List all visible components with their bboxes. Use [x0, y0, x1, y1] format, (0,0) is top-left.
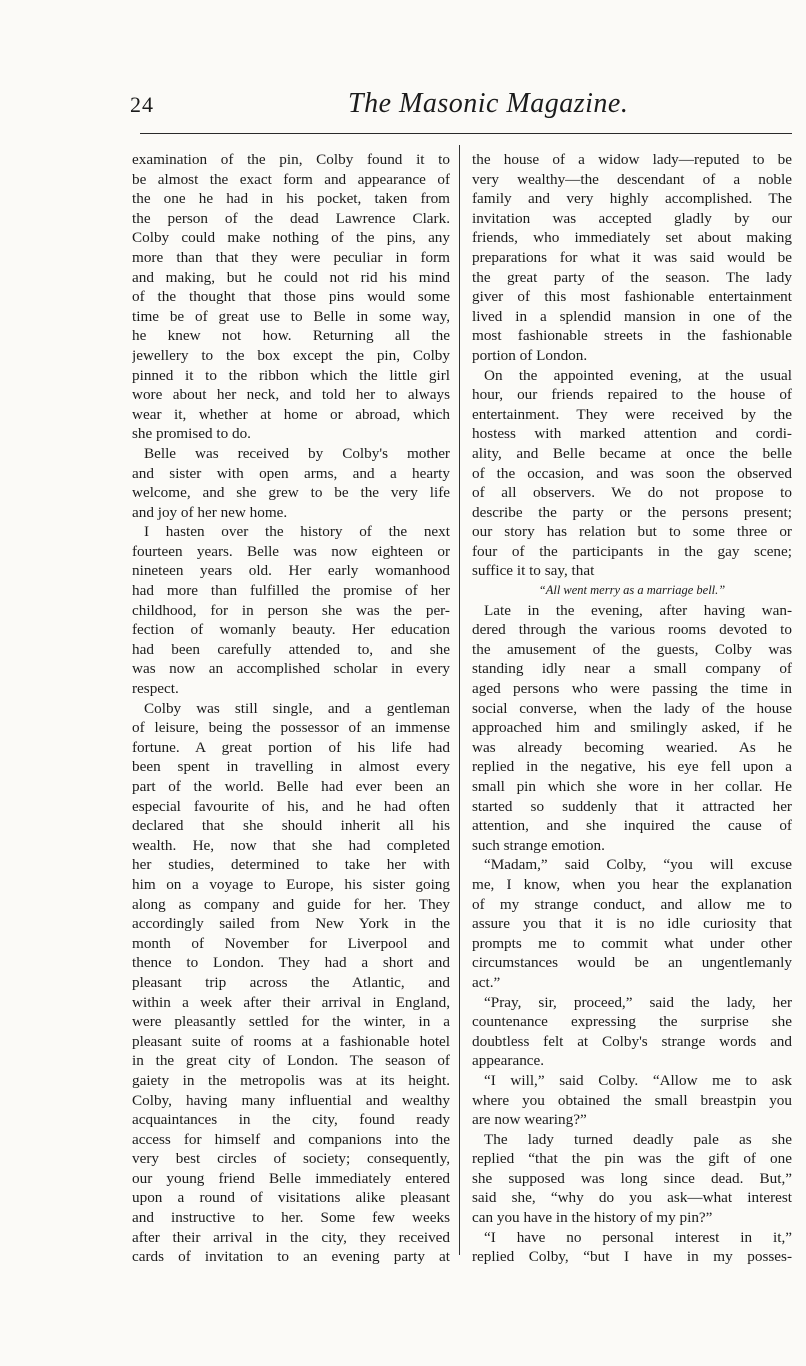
text-line: invitation was accepted gladly by our	[472, 209, 792, 227]
text-line: and making, but he could not rid his mind	[132, 268, 450, 286]
text-line: she promised to do.	[132, 425, 251, 443]
text-line: cards of invitation to an evening party at	[132, 1248, 450, 1266]
text-line: and instructive to her. Some few weeks	[132, 1209, 450, 1227]
text-line: be almost the exact form and appearance of	[132, 170, 450, 188]
text-line: been spent in travelling in almost every	[132, 758, 450, 776]
text-line: very best circles of society; consequently,	[132, 1150, 450, 1168]
page-number: 24	[130, 92, 154, 117]
text-line: within a week after their arrival in England,	[132, 993, 450, 1011]
text-line: can you have in the history of my pin?”	[472, 1209, 713, 1227]
text-line: replied in the negative, his eye fell upon a	[472, 758, 792, 776]
text-line: prompts me to commit what under other	[472, 934, 792, 952]
text-line: jewellery to the box except the pin, Colby	[132, 346, 450, 364]
text-line: “Madam,” said Colby, “you will excuse	[484, 856, 792, 874]
text-line: gaiety in the metropolis was at its height.	[132, 1071, 450, 1089]
text-line: pinned it to the ribbon which the little girl	[132, 366, 450, 384]
text-line: hostess with marked attention and cordi-	[472, 425, 792, 443]
text-line: month of November for Liverpool and	[132, 934, 450, 952]
text-line: welcome, and she grew to be the very life	[132, 484, 450, 502]
text-line: and joy of her new home.	[132, 503, 288, 521]
left-column	[132, 150, 450, 1267]
text-line: said she, “why do you ask—what interest	[472, 1189, 792, 1207]
text-line: replied “that the pin was the gift of one	[472, 1150, 792, 1168]
text-line: examination of the pin, Colby found it to	[132, 151, 450, 168]
text-line: him on a voyage to Europe, his sister going	[132, 875, 450, 893]
text-line: was now an accomplished scholar in every	[132, 660, 450, 678]
text-line: childhood, for in person she was the per-	[132, 601, 450, 619]
text-line: of all observers. We do not propose to	[472, 484, 792, 502]
text-line: attention, and she inquired the cause of	[472, 817, 792, 835]
text-line: the person of the dead Lawrence Clark.	[132, 209, 450, 227]
text-line: suffice it to say, that	[472, 562, 595, 580]
text-line: Colby, having many influential and wealthy	[132, 1091, 450, 1109]
text-line: the great party of the season. The lady	[472, 268, 792, 286]
text-line: portion of London.	[472, 346, 588, 364]
text-line: friends, who immediately set about making	[472, 229, 792, 247]
text-line: Colby was still single, and a gentleman	[144, 699, 450, 717]
text-line: the house of a widow lady—reputed to be	[472, 151, 792, 168]
text-line: time be of great use to Belle in some way,	[132, 307, 450, 325]
page-header	[130, 90, 790, 130]
text-line: had been carefully attended to, and she	[132, 640, 450, 658]
text-line: “Pray, sir, proceed,” said the lady, her	[484, 993, 792, 1011]
text-line: where you obtained the small breastpin you	[472, 1091, 792, 1109]
text-line: part of the world. Belle had ever been an	[132, 778, 450, 795]
quotation-line: “All went merry as a marriage bell.”	[538, 583, 726, 598]
text-line: describe the party or the persons present;	[472, 503, 792, 521]
text-line: of my strange conduct, and allow me to	[472, 895, 792, 913]
text-line: our story has relation but to some three or	[472, 523, 792, 541]
text-line: upon a round of visitations alike pleasant	[132, 1189, 450, 1207]
text-line: preparations for what it was said would be	[472, 248, 792, 266]
text-line: family and very highly accomplished. The	[472, 190, 792, 208]
text-line: On the appointed evening, at the usual	[484, 366, 792, 384]
text-line: of leisure, being the possessor of an immense	[132, 719, 450, 737]
text-line: fortune. A great portion of his life had	[132, 738, 450, 756]
text-line: wear it, whether at home or abroad, which	[132, 405, 450, 423]
text-line: and sister with open arms, and a hearty	[132, 464, 450, 482]
text-line: doubtless felt at Colby's strange words and	[472, 1032, 792, 1050]
text-line: thence to London. They had a short and	[132, 954, 450, 972]
text-line: The lady turned deadly pale as she	[484, 1130, 792, 1148]
text-line: assure you that it is no idle curiosity that	[472, 915, 792, 933]
text-line: small pin which she wore in her collar. He	[472, 778, 792, 795]
text-line: Late in the evening, after having wan-	[484, 601, 792, 619]
text-line: she supposed was long since dead. But,”	[472, 1169, 792, 1187]
text-line: such strange emotion.	[472, 836, 605, 854]
text-line: acquaintances in the city, found ready	[132, 1111, 450, 1129]
text-line: pleasant suite of rooms at a fashionable hotel	[132, 1032, 450, 1050]
text-line: dered through the various rooms devoted to	[472, 621, 792, 639]
text-line: replied Colby, “but I have in my posses-	[472, 1248, 792, 1266]
text-line: he knew not how. Returning all the	[132, 327, 450, 345]
text-line: had more than fulfilled the promise of her	[132, 582, 450, 600]
text-line: in the great city of London. The season of	[132, 1052, 450, 1070]
running-title: The Masonic Magazine.	[348, 88, 629, 119]
text-line: approached him and smilingly asked, if he	[472, 719, 792, 737]
text-line: more than that they were peculiar in form	[132, 248, 450, 266]
text-line: after their arrival in the city, they received	[132, 1228, 450, 1246]
text-line: respect.	[132, 680, 179, 698]
text-line: nineteen years old. Her early womanhood	[132, 562, 450, 580]
text-line: the one he had in his pocket, taken from	[132, 190, 450, 208]
text-line: act.”	[472, 973, 501, 991]
column-divider	[459, 145, 460, 1255]
text-line: circumstances would be an ungentlemanly	[472, 954, 792, 972]
text-line: appearance.	[472, 1052, 545, 1070]
text-line: I hasten over the history of the next	[144, 523, 450, 541]
text-line: fourteen years. Belle was now eighteen or	[132, 542, 450, 560]
right-column	[472, 150, 792, 1267]
text-line: hour, our friends repaired to the house of	[472, 386, 792, 404]
text-line: Belle was received by Colby's mother	[144, 444, 450, 462]
text-line: pleasant trip across the Atlantic, and	[132, 973, 450, 991]
header-rule	[140, 133, 792, 134]
text-line: standing idly near a small company of	[472, 660, 792, 678]
text-line: ality, and Belle became at once the belle	[472, 444, 792, 462]
text-line: social converse, when the lady of the house	[472, 699, 792, 717]
text-line: was already becoming wearied. As he	[472, 738, 792, 756]
text-line: most fashionable streets in the fashionable	[472, 327, 792, 345]
text-line: very wealthy—the descendant of a noble	[472, 170, 792, 188]
text-line: were pleasantly settled for the winter, in a	[132, 1013, 450, 1031]
text-line: of the occasion, and was soon the observed	[472, 464, 792, 482]
text-line: aged persons who were passing the time in	[472, 680, 792, 698]
text-line: entertainment. They were received by the	[472, 405, 792, 423]
text-line: wore about her neck, and told her to always	[132, 386, 450, 404]
text-line: along as company and guide for her. They	[132, 895, 450, 913]
text-line: wealth. He, now that she had completed	[132, 836, 450, 854]
text-line: “I will,” said Colby. “Allow me to ask	[484, 1071, 792, 1089]
text-line: four of the participants in the gay scene;	[472, 542, 792, 560]
text-line: our young friend Belle immediately entered	[132, 1169, 450, 1187]
text-line: fection of womanly beauty. Her education	[132, 621, 450, 639]
text-line: Colby could make nothing of the pins, any	[132, 229, 450, 247]
text-line: the amusement of the guests, Colby was	[472, 640, 792, 658]
text-line: lived in a splendid mansion in one of the	[472, 307, 792, 325]
text-line: her studies, determined to take her with	[132, 856, 450, 874]
text-line: accordingly sailed from New York in the	[132, 915, 450, 933]
text-line: of the thought that those pins would some	[132, 288, 450, 306]
text-line: declared that she should inherit all his	[132, 817, 450, 835]
text-line: countenance expressing the surprise she	[472, 1013, 792, 1031]
text-line: me, I know, when you hear the explanation	[472, 875, 792, 893]
text-line: “I have no personal interest in it,”	[484, 1228, 792, 1246]
text-line: especial favourite of his, and he had often	[132, 797, 450, 815]
text-line: access for himself and companions into the	[132, 1130, 450, 1148]
text-line: started so suddenly that it attracted her	[472, 797, 792, 815]
text-line: are now wearing?”	[472, 1111, 587, 1129]
text-line: giver of this most fashionable entertainment	[472, 288, 792, 306]
